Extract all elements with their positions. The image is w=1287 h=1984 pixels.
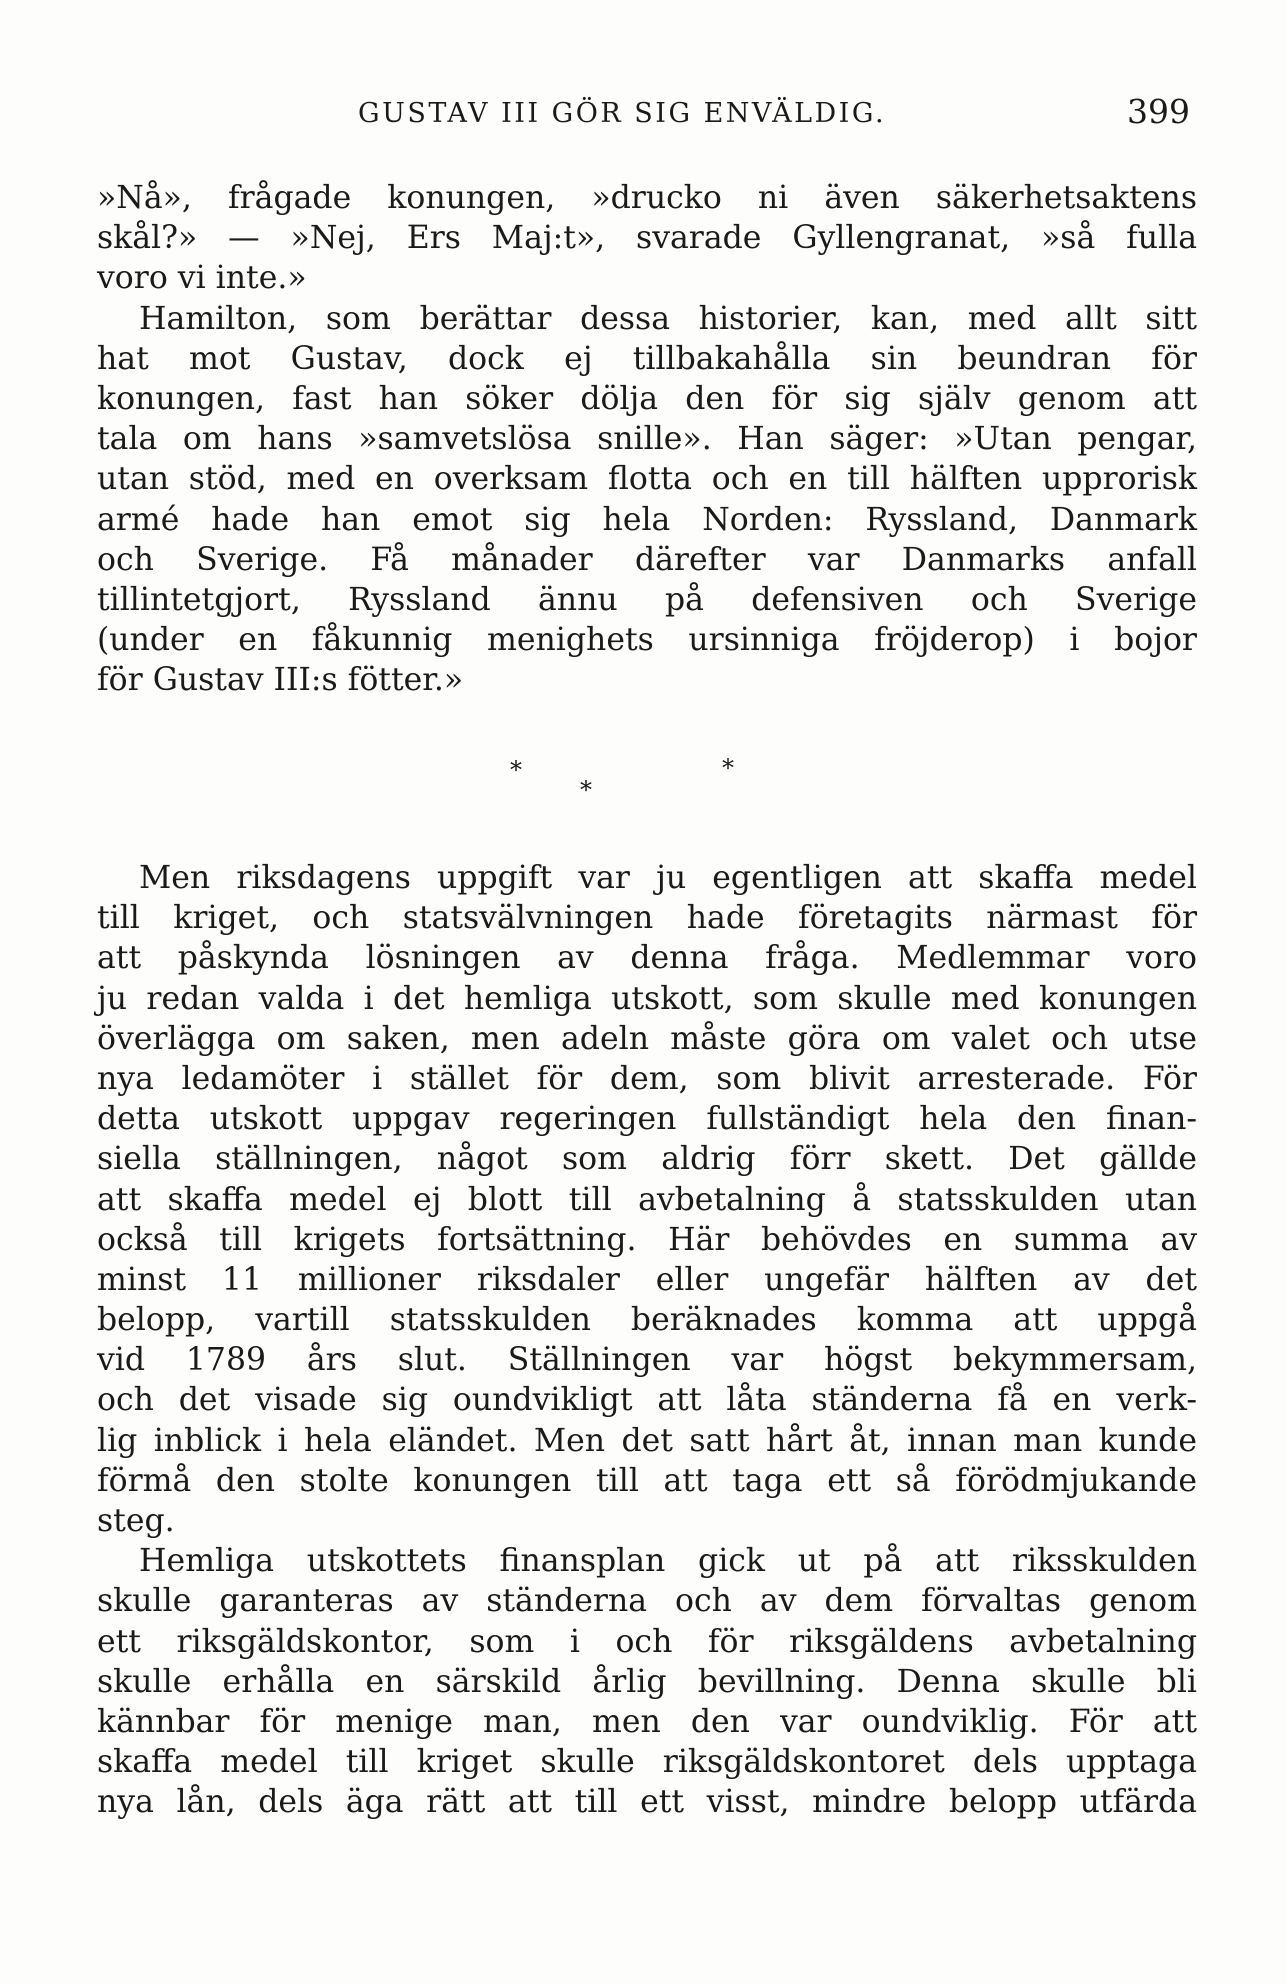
text-line: Hamilton, som berättar dessa historier, kan, med allt sitt	[139, 300, 1197, 337]
asterisk-ornament: *	[722, 754, 734, 782]
text-line: till kriget, och statsvälvningen hade företagits närmast för	[97, 900, 1197, 937]
text-line: förmå den stolte konungen till att taga ett så förödmjukande	[97, 1462, 1197, 1499]
text-line: »Nå», frågade konungen, »drucko ni även säkerhetsaktens	[97, 180, 1197, 216]
asterisk-ornament: *	[510, 756, 522, 784]
text-line: nya ledamöter i stället för dem, som blivit arresterade. För	[97, 1060, 1197, 1097]
text-line: detta utskott uppgav regeringen fullständigt hela den finan-	[97, 1101, 1197, 1138]
text-line: utan stöd, med en overksam flotta och en till hälften upprorisk	[97, 461, 1197, 498]
text-line: siella ställningen, något som aldrig förr skett. Det gällde	[97, 1141, 1197, 1178]
text-line: (under en fåkunnig menighets ursinniga fröjderop) i bojor	[97, 622, 1197, 659]
text-line: skulle garanteras av ständerna och av dem förvaltas genom	[97, 1583, 1197, 1620]
text-line: vid 1789 års slut. Ställningen var högst bekymmersam,	[97, 1342, 1197, 1379]
text-line: skaffa medel till kriget skulle riksgäldskontoret dels upptaga	[97, 1744, 1197, 1781]
text-line: armé hade han emot sig hela Norden: Ryssland, Danmark	[97, 501, 1197, 538]
text-line: konungen, fast han söker dölja den för sig själv genom att	[97, 380, 1197, 417]
text-line: belopp, vartill statsskulden beräknades komma att uppgå	[97, 1302, 1197, 1339]
text-line: minst 11 millioner riksdaler eller ungefär hälften av det	[97, 1261, 1197, 1298]
text-line: Hemliga utskottets finansplan gick ut på att riksskulden	[139, 1543, 1197, 1580]
page-header	[100, 92, 1190, 142]
text-line: och det visade sig oundvikligt att låta ständerna få en verk-	[97, 1382, 1197, 1419]
text-line: skål?» — »Nej, Ers Maj:t», svarade Gyllengranat, »så fulla	[97, 220, 1197, 257]
text-line: överlägga om saken, men adeln måste göra om valet och utse	[97, 1020, 1197, 1057]
text-line: steg.	[97, 1503, 175, 1539]
text-line: för Gustav III:s fötter.»	[97, 662, 464, 699]
text-line: att påskynda lösningen av denna fråga. Medlemmar voro	[97, 940, 1197, 977]
text-line: tala om hans »samvetslösa snille». Han säger: »Utan pengar,	[97, 421, 1197, 458]
text-line: ett riksgäldskontor, som i och för riksgäldens avbetalning	[97, 1623, 1197, 1660]
text-line: Men riksdagens uppgift var ju egentligen att skaffa medel	[139, 860, 1197, 896]
running-head: GUSTAV III GÖR SIG ENVÄLDIG.	[358, 98, 887, 129]
text-block-dialogue	[97, 178, 1197, 700]
section-separator	[480, 752, 750, 812]
text-line: lig inblick i hela eländet. Men det satt hårt åt, innan man kunde	[97, 1422, 1197, 1459]
text-line: ju redan valda i det hemliga utskott, som skulle med konungen	[97, 980, 1197, 1017]
page-number: 399	[1127, 92, 1190, 131]
asterisk-ornament: *	[580, 776, 592, 804]
text-block-finance	[97, 858, 1197, 1823]
text-line: nya lån, dels äga rätt att till ett visst, mindre belopp utfärda	[97, 1784, 1197, 1821]
text-line: kännbar för menige man, men den var oundviklig. För att	[97, 1703, 1197, 1740]
text-line: skulle erhålla en särskild årlig bevillning. Denna skulle bli	[97, 1663, 1197, 1700]
text-line: voro vi inte.»	[97, 260, 307, 297]
text-line: att skaffa medel ej blott till avbetalning å statsskulden utan	[97, 1181, 1197, 1218]
text-line: hat mot Gustav, dock ej tillbakahålla sin beundran för	[97, 340, 1197, 377]
text-line: tillintetgjort, Ryssland ännu på defensiven och Sverige	[97, 581, 1197, 618]
text-line: och Sverige. Få månader därefter var Danmarks anfall	[97, 541, 1197, 578]
text-line: också till krigets fortsättning. Här behövdes en summa av	[97, 1221, 1197, 1258]
